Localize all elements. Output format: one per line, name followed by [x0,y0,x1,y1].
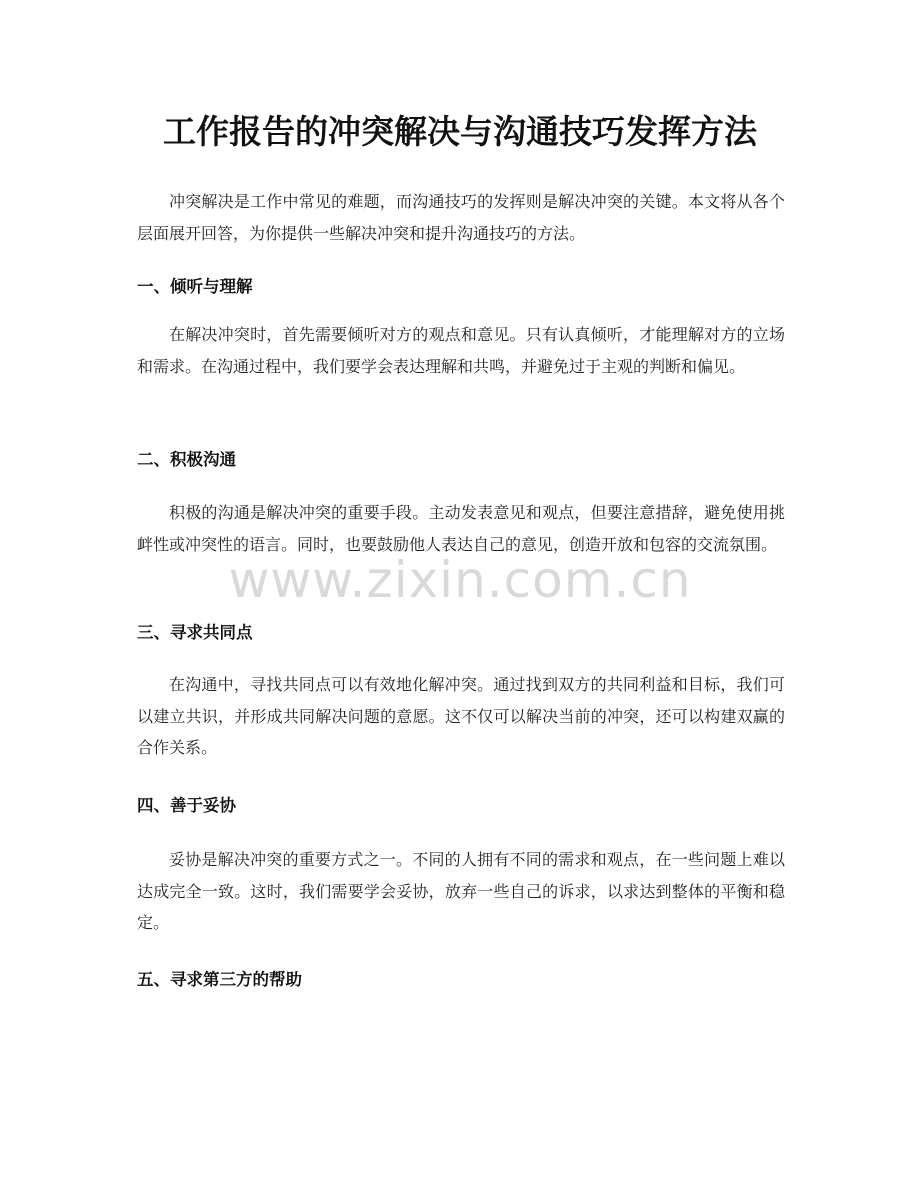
section-paragraph: 积极的沟通是解决冲突的重要手段。主动发表意见和观点，但要注意措辞，避免使用挑衅性或冲突性的语言。同时，也要鼓励他人表达自己的意见，创造开放和包容的交流氛围。 [137,503,785,554]
section-paragraph: 在沟通中，寻找共同点可以有效地化解冲突。通过找到双方的共同利益和目标，我们可以建立共识，并形成共同解决问题的意愿。这不仅可以解决当前的冲突，还可以构建双赢的合作关系。 [137,675,785,757]
section-4-heading-block [137,792,785,820]
section-heading: 五、寻求第三方的帮助 [137,970,302,989]
section-1-heading-block [137,273,785,301]
section-2-heading-block [137,446,785,474]
section-3-body-block [137,669,785,764]
section-heading: 四、善于妥协 [137,796,236,815]
watermark-text: www.zixin.com.cn [228,551,692,609]
section-heading: 一、倾听与理解 [137,277,253,296]
section-heading: 三、寻求共同点 [137,623,253,642]
section-3-heading-block [137,619,785,647]
section-paragraph: 妥协是解决冲突的重要方式之一。不同的人拥有不同的需求和观点，在一些问题上难以达成完全一致。这时，我们需要学会妥协，放弃一些自己的诉求，以求达到整体的平衡和稳定。 [137,850,785,932]
section-heading: 二、积极沟通 [137,450,236,469]
intro-paragraph: 冲突解决是工作中常见的难题，而沟通技巧的发挥则是解决冲突的关键。本文将从各个层面展开回答，为你提供一些解决冲突和提升沟通技巧的方法。 [137,192,785,243]
intro-paragraph-block [137,186,785,249]
section-5-heading-block [137,966,785,994]
document-title: 工作报告的冲突解决与沟通技巧发挥方法 [163,112,757,151]
section-1-body-block [137,319,785,382]
section-2-body-block [137,497,785,560]
section-paragraph: 在解决冲突时，首先需要倾听对方的观点和意见。只有认真倾听，才能理解对方的立场和需求。在沟通过程中，我们要学会表达理解和共鸣，并避免过于主观的判断和偏见。 [137,325,785,376]
section-4-body-block [137,844,785,939]
